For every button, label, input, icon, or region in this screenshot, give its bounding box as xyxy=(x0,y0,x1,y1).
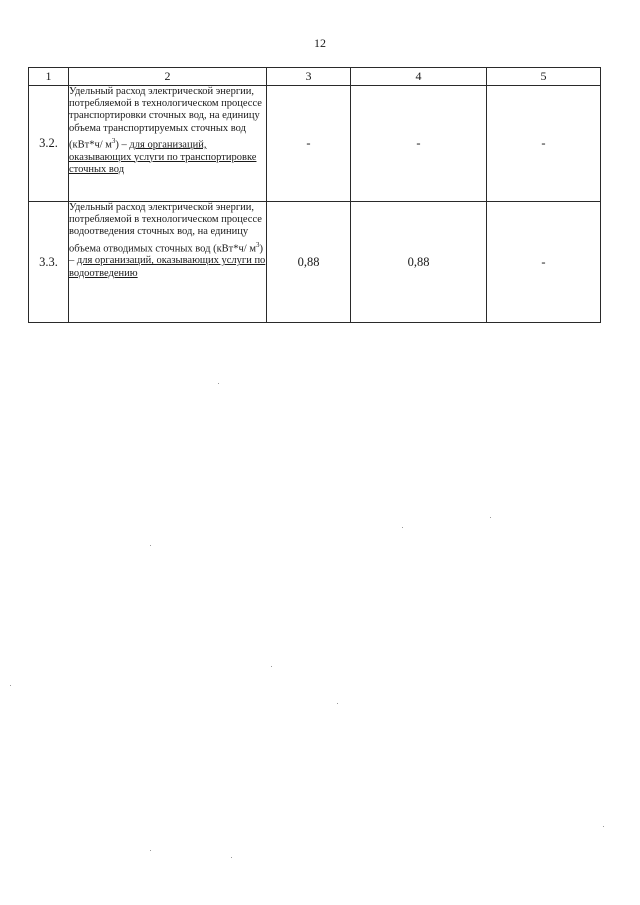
description-underlined: для организаций, оказывающих услуги по транспортировке сточных вод xyxy=(69,139,257,175)
description-text: Удельный расход электрической энергии, потребляемой в технологическом процессе транспортировки сточных вод, на единицу объема транспортируемых сточных вод (кВт*ч/ м xyxy=(69,86,262,151)
value-col3: - xyxy=(267,86,351,202)
scan-speck xyxy=(10,685,11,686)
value-col4: - xyxy=(351,86,487,202)
row-description xyxy=(69,202,267,323)
description-text: Удельный расход электрической энергии, потребляемой в технологическом процессе водоотведения сточных вод, на единицу объема отводимых сточных вод (кВт*ч/ м xyxy=(69,202,262,255)
description-text-after: ) – xyxy=(69,243,263,267)
scan-speck xyxy=(490,517,491,518)
scan-speck xyxy=(218,383,219,384)
column-header: 1 xyxy=(29,68,69,86)
column-header: 5 xyxy=(487,68,601,86)
row-number: 3.3. xyxy=(29,202,69,323)
table-row xyxy=(29,202,601,323)
table-header-row xyxy=(29,68,601,86)
scan-speck xyxy=(231,857,232,858)
description-superscript: 3 xyxy=(255,240,260,249)
description-underlined: для организаций, оказывающих услуги по водоотведению xyxy=(69,255,266,279)
value-col4: 0,88 xyxy=(351,202,487,323)
table-row xyxy=(29,86,601,202)
description-superscript: 3 xyxy=(111,136,116,145)
scan-speck xyxy=(603,826,604,827)
column-header: 3 xyxy=(267,68,351,86)
indicator-table xyxy=(28,67,601,323)
column-header: 2 xyxy=(69,68,267,86)
scan-speck xyxy=(150,850,151,851)
page-number: 12 xyxy=(314,36,326,50)
description-text-after: ) – xyxy=(115,139,130,151)
scan-speck xyxy=(402,527,403,528)
value-col5: - xyxy=(487,86,601,202)
row-number: 3.2. xyxy=(29,86,69,202)
scan-speck xyxy=(150,545,151,546)
row-description xyxy=(69,86,267,202)
scan-speck xyxy=(337,703,338,704)
scan-speck xyxy=(271,666,272,667)
value-col5: - xyxy=(487,202,601,323)
value-col3: 0,88 xyxy=(267,202,351,323)
column-header: 4 xyxy=(351,68,487,86)
